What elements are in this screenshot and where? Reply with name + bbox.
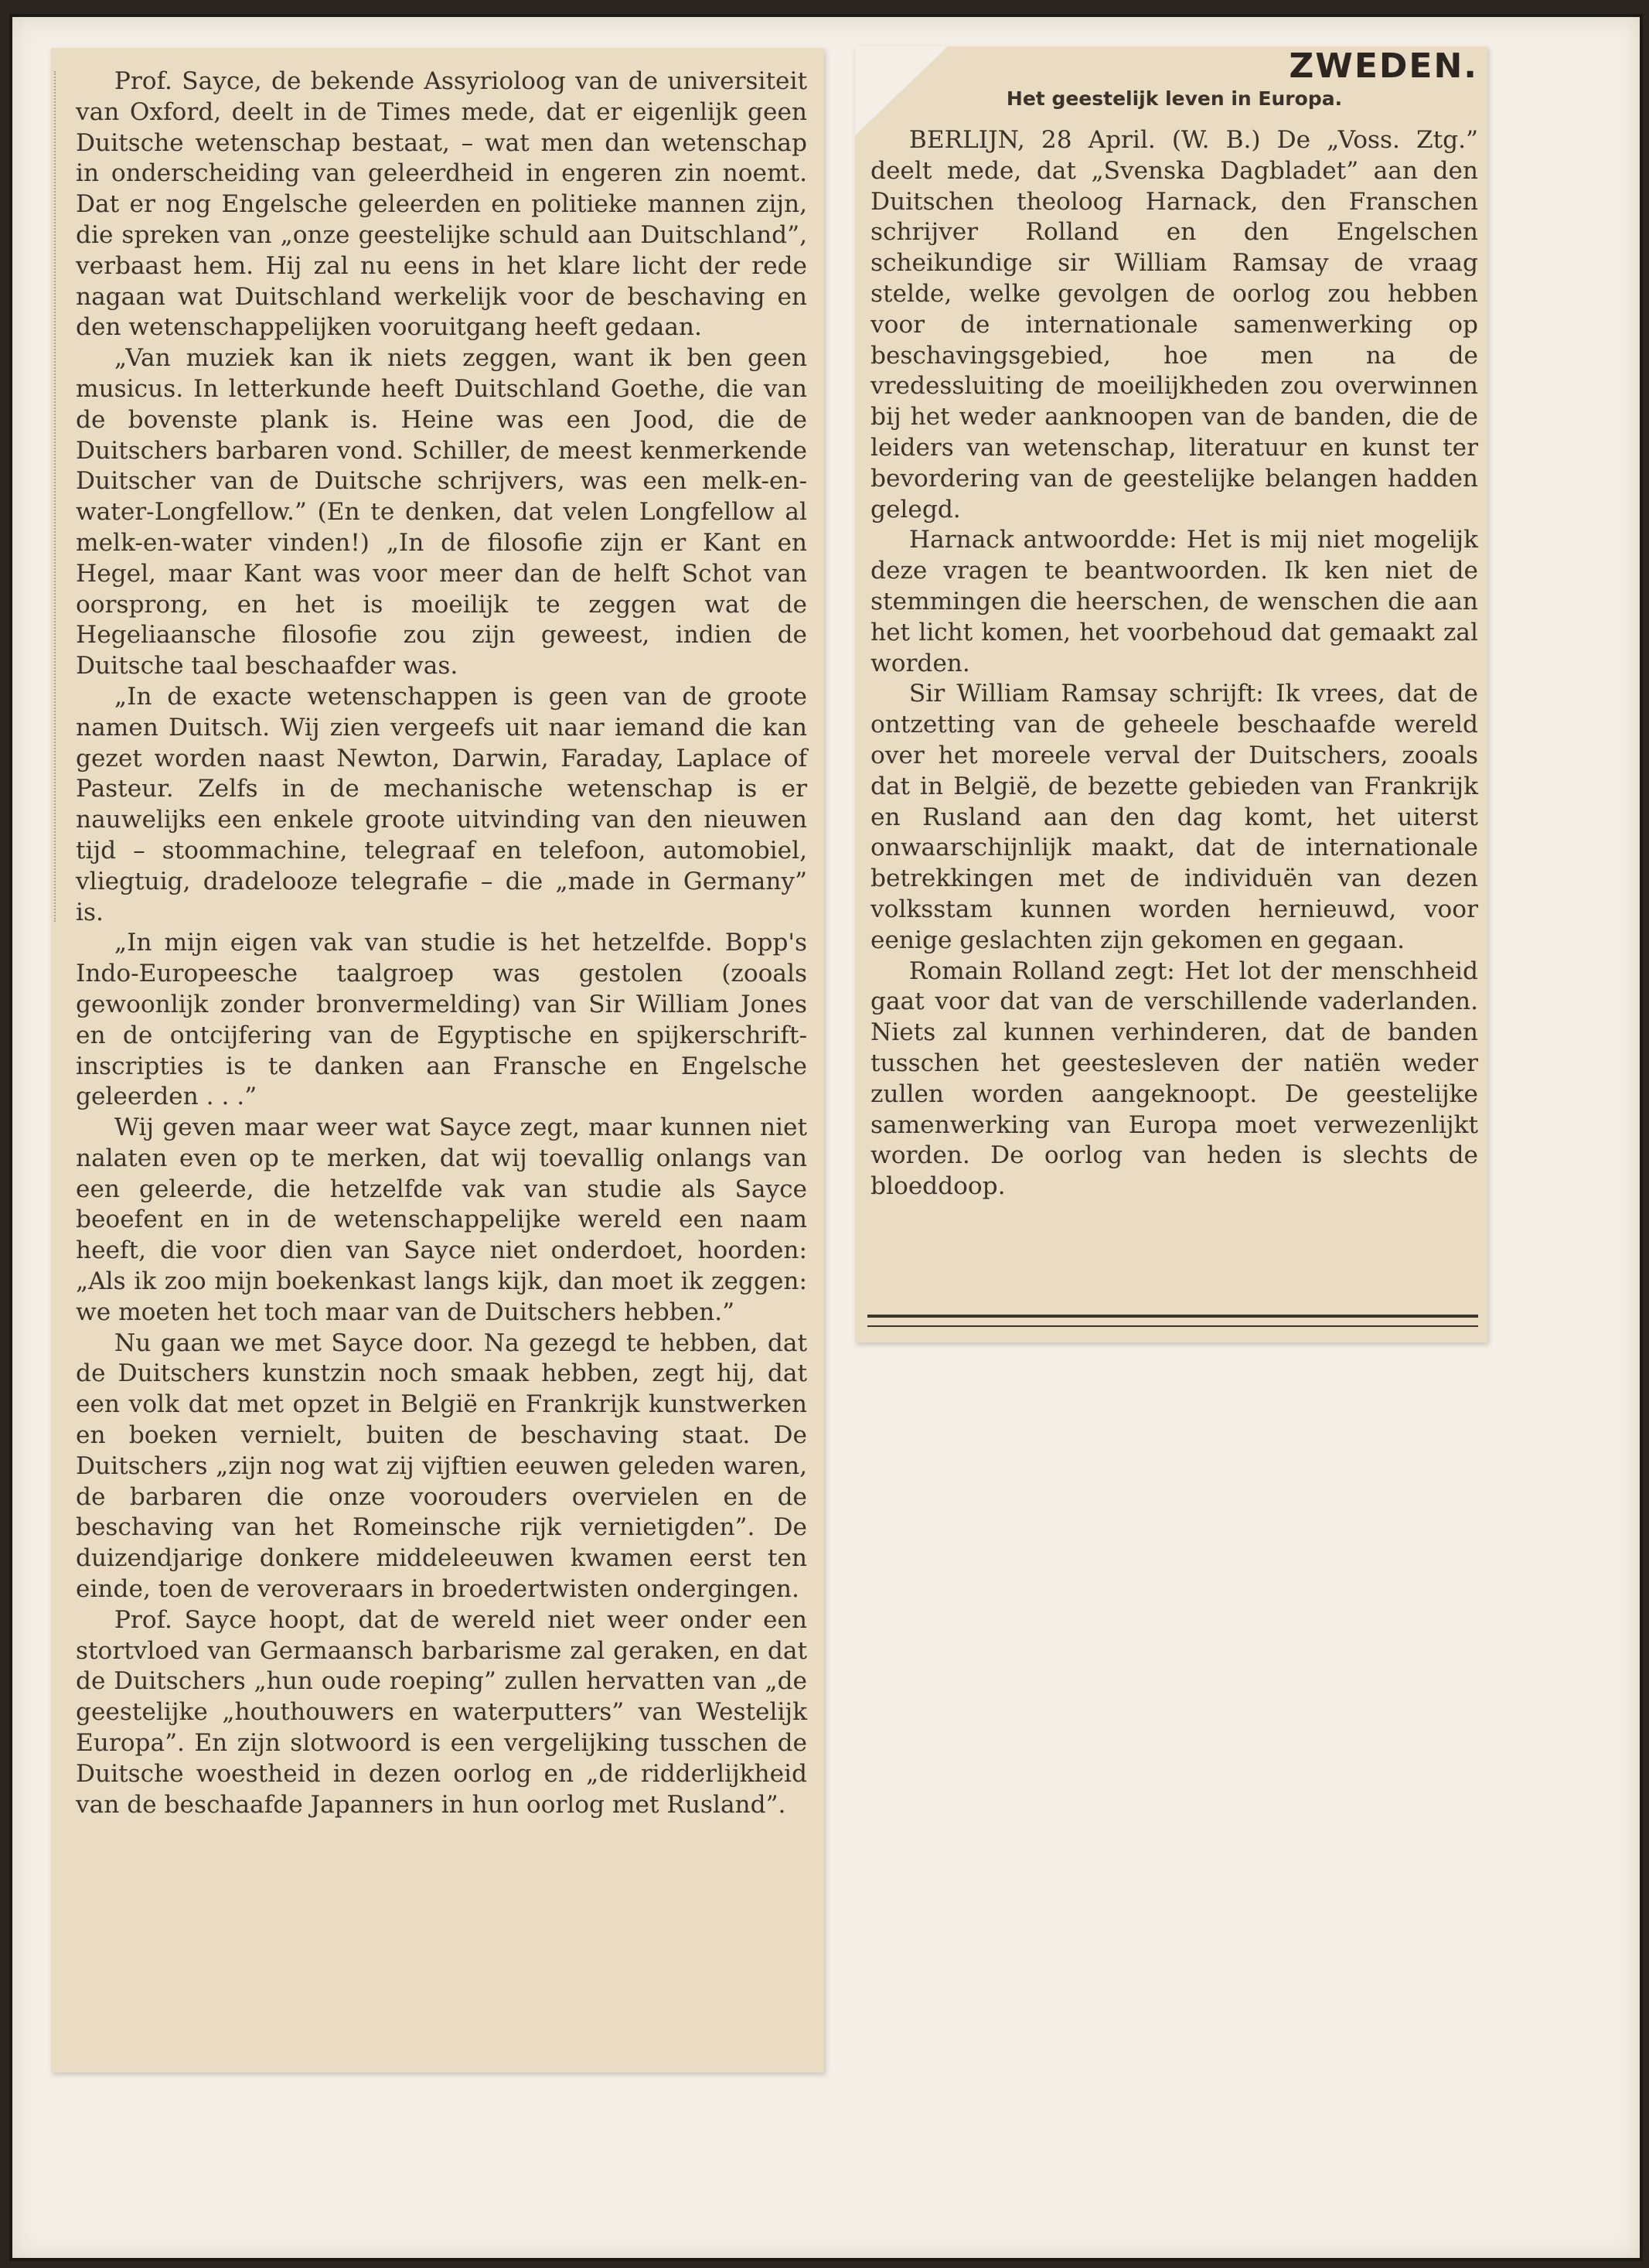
- newspaper-clipping-zweden: [855, 46, 1487, 1342]
- article-paragraph: „Van muziek kan ik niets zeggen, want ik ben geen musicus. In letterkunde heeft Duitschland Goethe, die van de bovenste plank is. Heine was een Jood, die de Duitschers barbaren vond. Schiller, de meest kenmerkende Duitscher van de Duitsche schrijvers, was een melk-en-water-Longfellow.” (En te denken, dat velen Longfellow al melk-en-water vinden!) „In de filosofie zijn er Kant en Hegel, maar Kant was voor meer dan de helft Schot van oorsprong, en het is moeilijk te zeggen wat de Hegeliaansche filosofie zou zijn geweest, indien de Duitsche taal beschaafder was.: [76, 344, 807, 680]
- closing-rule: [867, 1315, 1478, 1327]
- article-paragraph: Romain Rolland zegt: Het lot der menschheid gaat voor dat van de verschillende vaderlanden. Niets zal kunnen verhinderen, dat de banden tusschen het geestesleven der natiën weder zullen worden aangeknoopt. De geestelijke samenwerking van Europa moet verwezenlijkt worden. De oorlog van heden is slechts de bloeddoop.: [870, 957, 1478, 1201]
- section-headline: ZWEDEN.: [1289, 46, 1478, 86]
- article-subheadline: Het geestelijk leven in Europa.: [1006, 87, 1343, 110]
- article-paragraph: „In de exacte wetenschappen is geen van de groote namen Duitsch. Wij zien vergeefs uit naar iemand die kan gezet worden naast Newton, Darwin, Faraday, Laplace of Pasteur. Zelfs in de mechanische wetenschap is er nauwelijks een enkele groote uitvinding van den nieuwen tijd – stoommachine, telegraaf en telefoon, automobiel, vliegtuig, dradelooze telegrafie – die „made in Germany” is.: [76, 682, 807, 926]
- article-paragraph: Wij geven maar weer wat Sayce zegt, maar kunnen niet nalaten even op te merken, dat wij toevallig onlangs van een geleerde, die hetzelfde vak van studie als Sayce beoefent en in de wetenschappelijke wereld een naam heeft, die voor dien van Sayce niet onderdoet, hoorden: „Als ik zoo mijn boekenkast langs kijk, dan moet ik zeggen: we moeten het toch maar van de Duitschers hebben.”: [76, 1114, 807, 1326]
- newspaper-clipping-sayce: [51, 48, 824, 2072]
- article-paragraph: Nu gaan we met Sayce door. Na gezegd te hebben, dat de Duitschers kunstzin noch smaak hebben, zegt hij, dat een volk dat met opzet in België en Frankrijk kunstwerken en boeken vernielt, buiten de beschaving staat. De Duitschers „zijn nog wat zij vijftien eeuwen geleden waren, de barbaren die onze voorouders overvielen en de beschaving van het Romeinsche rijk vernietigden”. De duizendjarige donkere middeleeuwen kwamen eerst ten einde, toen de veroveraars in broedertwisten ondergingen.: [76, 1328, 807, 1604]
- article-paragraph: Prof. Sayce, de bekende Assyrioloog van de universiteit van Oxford, deelt in de Times mede, dat er eigenlijk geen Duitsche wetenschap bestaat, – wat men dan wetenschap in onderscheiding van geleerdheid in engeren zin noemt. Dat er nog Engelsche geleerden en politieke mannen zijn, die spreken van „onze geestelijke schuld aan Duitschland”, verbaast hem. Hij zal nu eens in het klare licht der rede nagaan wat Duitschland werkelijk voor de beschaving en den wetenschappelijken vooruitgang heeft gedaan.: [76, 67, 807, 342]
- album-page: [9, 14, 1643, 2261]
- article-paragraph: Prof. Sayce hoopt, dat de wereld niet weer onder een stortvloed van Germaansch barbarisme zal geraken, en dat de Duitschers „hun oude roeping” zullen hervatten van „de geestelijke „houthouwers en waterputters” van Westelijk Europa”. En zijn slotwoord is een vergelijking tusschen de Duitsche woestheid in dezen oorlog en „de ridderlijkheid van de beschaafde Japanners in hun oorlog met Rusland”.: [76, 1605, 807, 1819]
- article-paragraph: BERLIJN, 28 April. (W. B.) De „Voss. Ztg.” deelt mede, dat „Svenska Dagbladet” aan den Duitschen theoloog Harnack, den Franschen schrijver Rolland en den Engelschen scheikundige sir William Ramsay de vraag stelde, welke gevolgen de oorlog zou hebben voor de internationale samenwerking op beschavingsgebied, hoe men na de vredessluiting de moeilijkheden zou overwinnen bij het weder aanknoopen van de banden, die de leiders van wetenschap, literatuur en kunst ter bevordering van de geestelijke belangen hadden gelegd.: [870, 126, 1478, 524]
- article-paragraph: „In mijn eigen vak van studie is het hetzelfde. Bopp's Indo-Europeesche taalgroep was gestolen (zooals gewoonlijk zonder bronvermelding) van Sir William Jones en de ontcijfering van de Egyptische en spijkerschrift-inscripties is te danken aan Fransche en Engelsche geleerden . . .”: [76, 929, 807, 1111]
- article-paragraph: Sir William Ramsay schrijft: Ik vrees, dat de ontzetting van de geheele beschaafde wereld over het moreele verval der Duitschers, zooals dat in België, de bezette gebieden van Frankrijk en Rusland aan den dag komt, het uiterst onwaarschijnlijk maakt, dat de internationale betrekkingen met de individuën van dezen volksstam kunnen worden hernieuwd, voor eenige geslachten zijn gekomen en gegaan.: [870, 680, 1478, 954]
- article-paragraph: Harnack antwoordde: Het is mij niet mogelijk deze vragen te beantwoorden. Ik ken niet de stemmingen die heerschen, de wenschen die aan het licht komen, het voorbehoud dat gemaakt zal worden.: [870, 526, 1478, 677]
- article-body: [870, 125, 1478, 1202]
- torn-edge-mark: [54, 71, 66, 922]
